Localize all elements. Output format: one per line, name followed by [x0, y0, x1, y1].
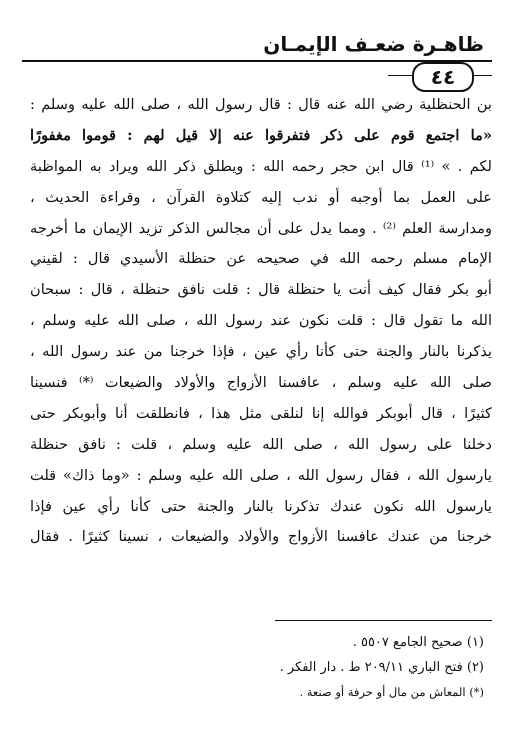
body-line: يارسول الله ، فقال رسول الله ، صلى الله عليه وسلم : «وما ذاك» قلت — [30, 466, 492, 484]
body-line: دخلنا على رسول الله ، صلى الله عليه وسلم ، قلت : نافق حنظلة — [30, 435, 492, 453]
body-line: كثيرًا ، قال أبوبكر فوالله إنا لنلقى مثل هذا ، فانطلقت أنا وأبوبكر حتى — [30, 404, 492, 422]
body-text — [30, 90, 492, 553]
body-line: ومدارسة العلم ⁽²⁾ . ومما يدل على أن مجالس الذكر تزيد الإيمان ما أخرجه — [30, 219, 492, 237]
body-line: بن الحنظلية رضي الله عنه قال : قال رسول الله ، صلى الله عليه وسلم : — [30, 96, 492, 113]
body-line: صلى الله عليه وسلم ، عافسنا الأزواج والأولاد والضيعات ⁽*⁾ فنسينا — [30, 374, 492, 392]
footnote-2: (٢) فتح الباري ٢٠٩/١١ ط . دار الفكر . — [279, 660, 484, 675]
body-line: أبو بكر فقال كيف أنت يا حنظلة قال : قلت نافق حنظلة ، قال : سبحان — [30, 281, 492, 299]
page-number: ٤٤ — [412, 62, 474, 92]
body-line: يارسول الله نكون عندك تذكرنا بالنار والجنة حتى كأنا رأي عين فإذا — [30, 497, 492, 515]
body-line: الله ما تقول قال : قلت نكون عند رسول الله ، صلى الله عليه وسلم ، — [30, 312, 492, 330]
running-header-title: ظاهـرة ضعـف الإيمـان — [263, 32, 484, 56]
body-line-hadith: «ما اجتمع قوم على ذكر فتفرقوا عنه إلا قيل لهم : قوموا مغفورًا — [30, 126, 492, 144]
footnotes — [24, 630, 484, 705]
footnote-rule — [275, 620, 492, 621]
body-line: يذكرنا بالنار والجنة حتى كأنا رأي عين ، فإذا خرجنا من عند رسول الله ، — [30, 343, 492, 361]
footnote-star: (*) المعاش من مال أو حرفة أو صنعة . — [299, 685, 484, 699]
body-line: لكم . » ⁽¹⁾ قال ابن حجر رحمه الله : ويطلق ذكر الله ويراد به المواظبة — [30, 157, 492, 175]
footnote-1: (١) صحيح الجامع ٥٥٠٧ . — [352, 635, 484, 650]
body-line: الإمام مسلم رحمه الله في صحيحه عن حنظلة الأسيدي قال : لقيني — [30, 250, 492, 268]
body-line: على العمل بما أوجبه أو ندب إليه كتلاوة القرآن ، وقراءة الحديث ، — [30, 188, 492, 206]
body-line: خرجنا من عندك عافسنا الأزواج والأولاد والضيعات ، نسينا كثيرًا . فقال — [30, 528, 492, 546]
